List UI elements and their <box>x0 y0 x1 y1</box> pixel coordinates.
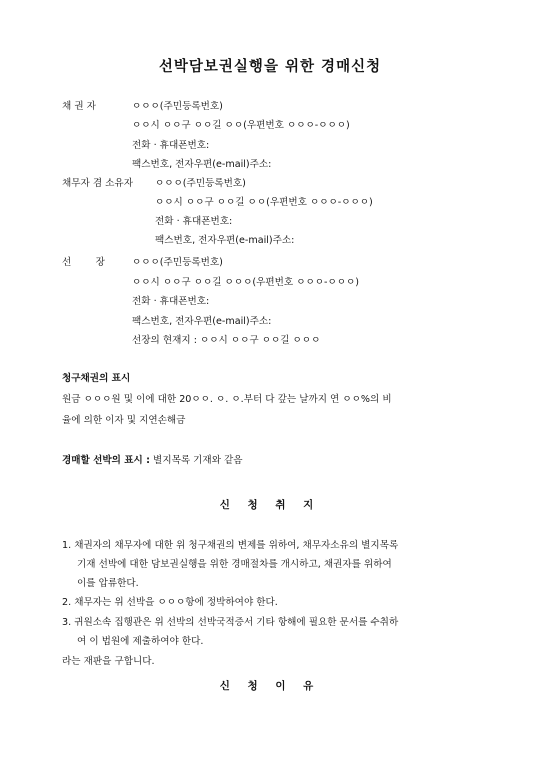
ship-value: 별지목록 기재와 같음 <box>150 455 243 466</box>
creditor-name: ㅇㅇㅇ(주민등록번호) <box>132 101 223 112</box>
purpose-item-1-line-1: 1. 채권자의 채무자에 대한 위 청구채권의 변제를 위하여, 채무자소유의 별지목록 <box>62 540 399 551</box>
captain-fax: 팩스번호, 전자우편(e-mail)주소: <box>132 316 272 327</box>
document-title: 선박담보권실행을 위한 경매신청 <box>158 59 382 75</box>
debtor-phone: 전화 · 휴대폰번호: <box>155 216 233 227</box>
purpose-closing: 라는 재판을 구합니다. <box>62 656 155 667</box>
creditor-label: 채 권 자 <box>62 101 96 112</box>
debtor-address: ㅇㅇ시 ㅇㅇ구 ㅇㅇ길 ㅇㅇ(우편번호 ㅇㅇㅇ-ㅇㅇㅇ) <box>155 197 373 208</box>
purpose-item-2: 2. 채무자는 위 선박을 ㅇㅇㅇ항에 정박하여야 한다. <box>62 597 278 608</box>
claim-heading: 청구채권의 표시 <box>62 373 131 384</box>
captain-name: ㅇㅇㅇ(주민등록번호) <box>132 257 223 268</box>
reason-heading: 신 청 이 유 <box>219 680 321 692</box>
debtor-label: 채무자 겸 소유자 <box>62 178 133 189</box>
debtor-name: ㅇㅇㅇ(주민등록번호) <box>155 178 246 189</box>
purpose-item-1-line-2: 기재 선박에 대한 담보권실행을 위한 경매절차를 개시하고, 채권자를 위하여 <box>77 559 392 570</box>
purpose-heading: 신 청 취 지 <box>219 499 321 511</box>
captain-label: 선 장 <box>62 257 105 268</box>
creditor-fax: 팩스번호, 전자우편(e-mail)주소: <box>132 159 272 170</box>
purpose-item-1-line-3: 이를 압류한다. <box>77 578 139 589</box>
captain-location: 선장의 현재지 : ㅇㅇ시 ㅇㅇ구 ㅇㅇ길 ㅇㅇㅇ <box>132 335 321 346</box>
claim-line-1: 원금 ㅇㅇㅇ원 및 이에 대한 20ㅇㅇ. ㅇ. ㅇ.부터 다 갚는 날까지 연 ㅇㅇ%의 비 <box>62 394 392 405</box>
purpose-item-3-line-1: 3. 귀원소속 집행관은 위 선박의 선박국적증서 기타 항해에 필요한 문서를 수취하 <box>62 617 399 628</box>
ship-heading: 경매할 선박의 표시 : <box>62 455 150 466</box>
debtor-fax: 팩스번호, 전자우편(e-mail)주소: <box>155 235 295 246</box>
ship-indication <box>62 455 243 467</box>
creditor-address: ㅇㅇ시 ㅇㅇ구 ㅇㅇ길 ㅇㅇ(우편번호 ㅇㅇㅇ-ㅇㅇㅇ) <box>132 120 350 131</box>
creditor-phone: 전화 · 휴대폰번호: <box>132 140 210 151</box>
purpose-item-3-line-2: 여 이 법원에 제출하여야 한다. <box>77 636 204 647</box>
captain-phone: 전화 · 휴대폰번호: <box>132 296 210 307</box>
claim-line-2: 율에 의한 이자 및 지연손해금 <box>62 415 186 426</box>
captain-address: ㅇㅇ시 ㅇㅇ구 ㅇㅇ길 ㅇㅇㅇ(우편번호 ㅇㅇㅇ-ㅇㅇㅇ) <box>132 277 360 288</box>
